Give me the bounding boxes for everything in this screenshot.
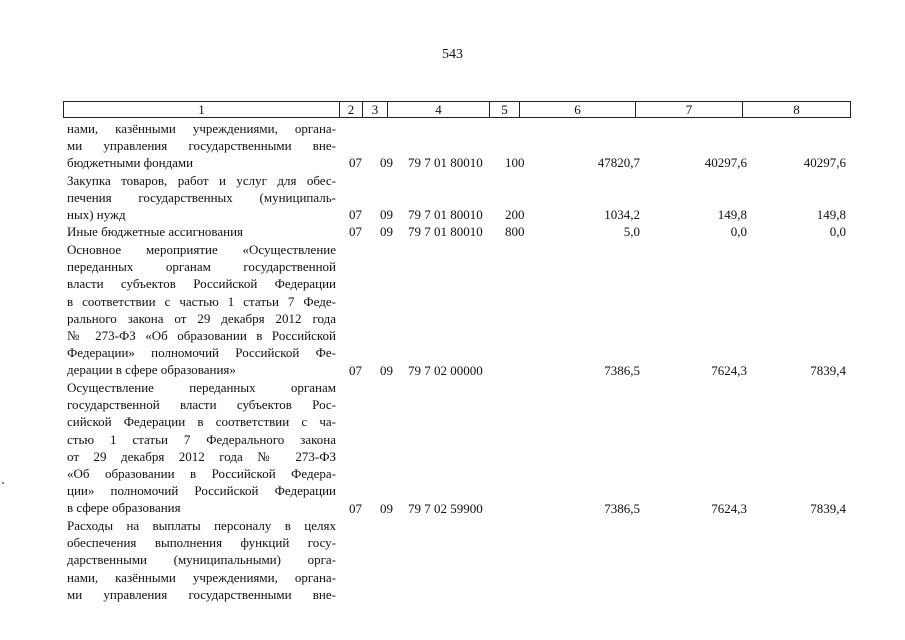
description-line: нами, казёнными учреждениями, органа- xyxy=(67,121,336,136)
cell-col8: 7839,4 xyxy=(810,501,846,516)
header-col-7: 7 xyxy=(636,102,743,117)
cell-csr: 79 7 01 80010 xyxy=(408,155,483,170)
header-col-4: 4 xyxy=(388,102,490,117)
description-line: бюджетными фондами xyxy=(67,155,194,171)
cell-rz: 07 xyxy=(349,224,362,239)
description-line: дерации в сфере образования» xyxy=(67,362,236,378)
cell-pr: 09 xyxy=(380,207,393,222)
description-line: печения государственных (муниципаль- xyxy=(67,190,336,206)
cell-csr: 79 7 02 00000 xyxy=(408,363,483,378)
description-line: рального закона от 29 декабря 2012 года xyxy=(67,310,336,326)
cell-col7: 0,0 xyxy=(730,224,747,239)
description-line: от 29 декабря 2012 года № 273-ФЗ xyxy=(67,448,336,464)
cell-col8: 149,8 xyxy=(816,207,846,222)
cell-col6: 7386,5 xyxy=(604,501,640,516)
description-line: Осуществление переданных органам xyxy=(67,380,336,395)
description-line: стью 1 статьи 7 Федерального закона xyxy=(67,431,336,447)
description-line: «Об образовании в Российской Федера- xyxy=(67,466,336,482)
header-col-2: 2 xyxy=(340,102,363,117)
cell-rz: 07 xyxy=(349,207,362,222)
cell-col8: 7839,4 xyxy=(810,363,846,378)
description-line: власти субъектов Российской Федерации xyxy=(67,276,336,292)
header-col-6: 6 xyxy=(520,102,636,117)
scan-speck xyxy=(2,482,4,484)
cell-col6: 5,0 xyxy=(623,224,640,239)
table-row xyxy=(0,154,905,171)
cell-col7: 149,8 xyxy=(717,207,747,222)
description-line: Иные бюджетные ассигнования xyxy=(67,224,244,239)
table-header xyxy=(63,101,851,118)
description-line: ных) нужд xyxy=(67,207,126,223)
cell-csr: 79 7 02 59900 xyxy=(408,501,483,516)
cell-pr: 09 xyxy=(380,224,393,239)
description-line: ми управления государственными вне- xyxy=(67,138,336,154)
cell-csr: 79 7 01 80010 xyxy=(408,224,483,239)
description-line: ми управления государственными вне- xyxy=(67,586,336,602)
cell-vr: 200 xyxy=(505,207,525,222)
table-row-description xyxy=(67,379,336,517)
cell-col6: 47820,7 xyxy=(597,155,640,170)
header-col-3: 3 xyxy=(363,102,388,117)
cell-col8: 0,0 xyxy=(829,224,846,239)
description-line: дарственными (муниципальными) орга- xyxy=(67,552,336,568)
table-row xyxy=(0,223,905,240)
cell-col6: 1034,2 xyxy=(604,207,640,222)
cell-col8: 40297,6 xyxy=(803,155,846,170)
table-row xyxy=(0,500,905,517)
cell-rz: 07 xyxy=(349,501,362,516)
cell-vr: 100 xyxy=(505,155,525,170)
cell-pr: 09 xyxy=(380,155,393,170)
cell-rz: 07 xyxy=(349,155,362,170)
description-line: ции» полномочий Российской Федерации xyxy=(67,483,336,499)
cell-col6: 7386,5 xyxy=(604,363,640,378)
cell-pr: 09 xyxy=(380,363,393,378)
description-line: № 273-ФЗ «Об образовании в Российской xyxy=(67,328,336,344)
description-line: нами, казёнными учреждениями, органа- xyxy=(67,569,336,585)
cell-col7: 7624,3 xyxy=(711,501,747,516)
description-line: государственной власти субъектов Рос- xyxy=(67,397,336,413)
description-line: Федерации» полномочий Российской Фе- xyxy=(67,345,336,361)
page-number: 543 xyxy=(442,47,463,62)
cell-pr: 09 xyxy=(380,501,393,516)
description-line: в сфере образования xyxy=(67,500,181,516)
cell-vr: 800 xyxy=(505,224,525,239)
description-line: в соответствии с частью 1 статьи 7 Феде- xyxy=(67,293,336,309)
description-line: сийской Федерации в соответствии с ча- xyxy=(67,414,336,430)
table-row-description xyxy=(67,241,336,379)
cell-col7: 7624,3 xyxy=(711,363,747,378)
header-col-1: 1 xyxy=(64,102,340,117)
description-line: Закупка товаров, работ и услуг для обес- xyxy=(67,173,336,188)
header-col-8: 8 xyxy=(793,102,800,117)
cell-col7: 40297,6 xyxy=(704,155,747,170)
description-line: Расходы на выплаты персоналу в целях xyxy=(67,518,336,533)
description-line: Основное мероприятие «Осуществление xyxy=(67,242,336,257)
header-col-5: 5 xyxy=(490,102,520,117)
cell-csr: 79 7 01 80010 xyxy=(408,207,483,222)
cell-rz: 07 xyxy=(349,363,362,378)
description-line: переданных органам государственной xyxy=(67,259,336,275)
table-row xyxy=(0,362,905,379)
table-row xyxy=(0,206,905,223)
table-row-description xyxy=(67,517,336,603)
description-line: обеспечения выполнения функций госу- xyxy=(67,535,336,551)
